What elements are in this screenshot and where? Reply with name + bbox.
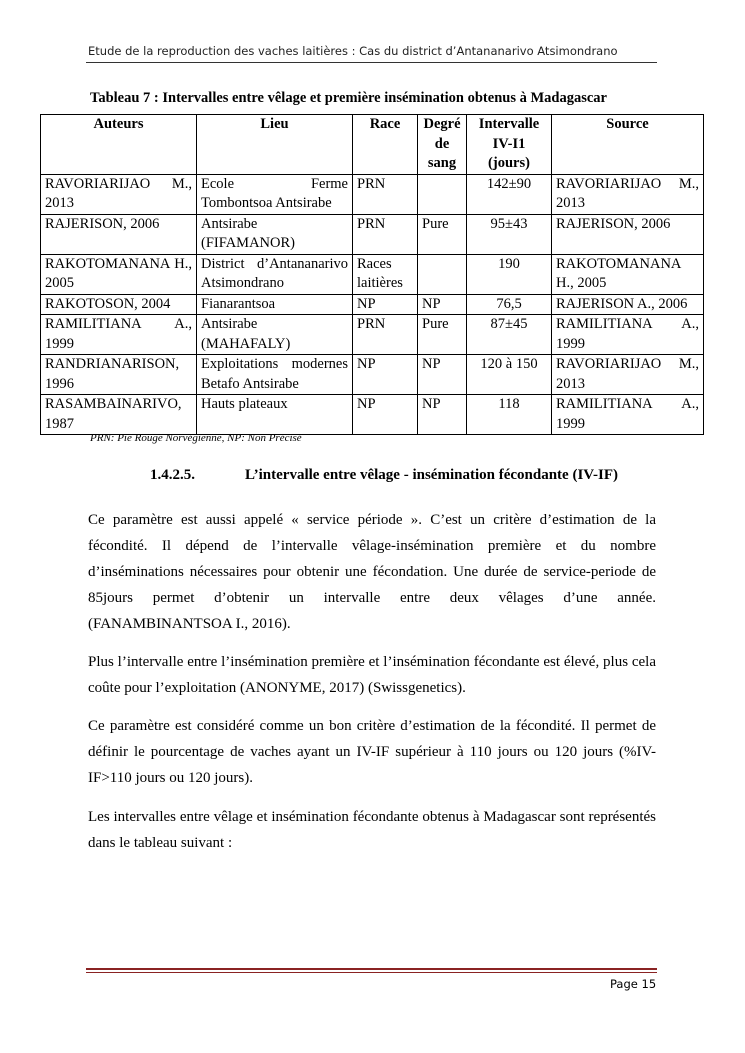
- table-cell: PRN: [353, 174, 418, 214]
- table-cell: NP: [418, 355, 467, 395]
- table-cell: NP: [418, 294, 467, 315]
- table-cell: 190: [467, 254, 552, 294]
- col-header: Race: [353, 115, 418, 175]
- table-row: [41, 395, 704, 435]
- table-cell: RAKOTOSON, 2004: [41, 294, 197, 315]
- table-cell: PRN: [353, 315, 418, 355]
- table-cell: NP: [353, 395, 418, 435]
- section-number: 1.4.2.5.: [150, 467, 195, 483]
- header-divider: [86, 62, 657, 63]
- table-cell: Antsirabe (FIFAMANOR): [197, 214, 353, 254]
- table-cell: RAKOTOMANANA H., 2005: [41, 254, 197, 294]
- page-number: Page 15: [610, 977, 657, 991]
- table-cell: NP: [353, 355, 418, 395]
- paragraph: Ce paramètre est considéré comme un bon critère d’estimation de la fécondité. Il permet de définir le pourcentage de vaches ayant un IV-IF supérieur à 110 jours ou 120 jours (%IV-IF>110 jours ou 120 jours).: [88, 718, 656, 786]
- col-header: Intervalle IV-I1 (jours): [467, 115, 552, 175]
- table-row: [41, 315, 704, 355]
- table-cell: [418, 254, 467, 294]
- table-cell: 142±90: [467, 174, 552, 214]
- table-cell: RANDRIANARISON, 1996: [41, 355, 197, 395]
- footer-divider: [86, 972, 657, 973]
- table-cell: 76,5: [467, 294, 552, 315]
- col-header: Lieu: [197, 115, 353, 175]
- table-cell: RAMILITIANA A., 1999: [41, 315, 197, 355]
- table-cell: Exploitations modernes Betafo Antsirabe: [197, 355, 353, 395]
- table-cell: 87±45: [467, 315, 552, 355]
- table-cell: Hauts plateaux: [197, 395, 353, 435]
- paragraph: Plus l’intervalle entre l’insémination première et l’insémination fécondante est élevé, plus cela coûte pour l’exploitation (ANONYME, 2017) (Swissgenetics).: [88, 654, 656, 696]
- table-cell: RAVORIARIJAO M., 2013: [552, 174, 704, 214]
- table-row: [41, 254, 704, 294]
- data-table: [40, 114, 704, 435]
- table-row: [41, 174, 704, 214]
- table-cell: RAJERISON A., 2006: [552, 294, 704, 315]
- paragraph: Les intervalles entre vêlage et insémination fécondante obtenus à Madagascar sont représentés dans le tableau suivant :: [88, 809, 656, 851]
- table-cell: NP: [418, 395, 467, 435]
- section-title: L’intervalle entre vêlage - insémination fécondante (IV-IF): [245, 467, 619, 483]
- table-cell: RAKOTOMANANA H., 2005: [552, 254, 704, 294]
- table-row: [41, 355, 704, 395]
- table-cell: RAMILITIANA A., 1999: [552, 395, 704, 435]
- table-cell: RASAMBAINARIVO, 1987: [41, 395, 197, 435]
- table-header-row: [41, 115, 704, 175]
- table-cell: RAMILITIANA A., 1999: [552, 315, 704, 355]
- table-cell: Races laitières: [353, 254, 418, 294]
- table-cell: Pure: [418, 315, 467, 355]
- table-note: PRN: Pie Rouge Norvégienne, NP: Non Précisé: [90, 432, 302, 444]
- table-cell: [418, 174, 467, 214]
- table-row: [41, 294, 704, 315]
- col-header: Degré de sang: [418, 115, 467, 175]
- table-cell: Ecole Ferme Tombontsoa Antsirabe: [197, 174, 353, 214]
- table-cell: Fianarantsoa: [197, 294, 353, 315]
- table-cell: RAVORIARIJAO M., 2013: [41, 174, 197, 214]
- running-header: Etude de la reproduction des vaches laitières : Cas du district d’Antananarivo Atsimondrano: [88, 44, 618, 58]
- table-caption: Tableau 7 : Intervalles entre vêlage et première insémination obtenus à Madagascar: [90, 90, 607, 106]
- col-header: Source: [552, 115, 704, 175]
- table-cell: PRN: [353, 214, 418, 254]
- table-row: [41, 214, 704, 254]
- paragraph: Ce paramètre est aussi appelé « service période ». C’est un critère d’estimation de la fécondité. Il dépend de l’intervalle vêlage-insémination première et du nombre d’inséminations nécessaires pour obtenir une fécondation. Une durée de service-periode de 85jours permet d’obtenir un intervalle entre deux vêlages d’une année. (FANAMBINANTSOA I., 2016).: [88, 512, 656, 632]
- table-cell: RAJERISON, 2006: [41, 214, 197, 254]
- table-cell: Antsirabe (MAHAFALY): [197, 315, 353, 355]
- table-cell: District d’Antananarivo Atsimondrano: [197, 254, 353, 294]
- table-cell: 120 à 150: [467, 355, 552, 395]
- table-cell: NP: [353, 294, 418, 315]
- footer-divider: [86, 968, 657, 970]
- table-cell: 118: [467, 395, 552, 435]
- table-cell: RAVORIARIJAO M., 2013: [552, 355, 704, 395]
- table-cell: Pure: [418, 214, 467, 254]
- section-heading: [150, 467, 618, 484]
- col-header: Auteurs: [41, 115, 197, 175]
- table-cell: RAJERISON, 2006: [552, 214, 704, 254]
- table-cell: 95±43: [467, 214, 552, 254]
